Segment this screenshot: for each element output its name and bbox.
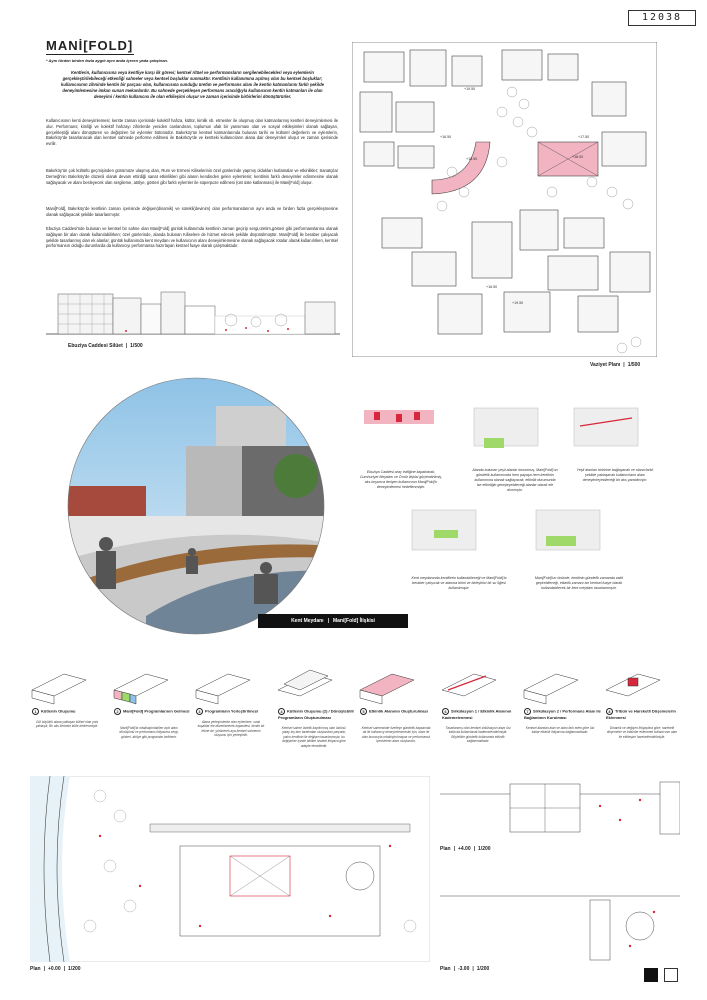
paragraph-4: Ebuziya Caddesi'nde bulunan ve kentsel bir sahne olan Mani[Fold] günlük kullanımda kentlinin zaman geçirip sergi,üretim,gösteri gibi performanslarına olanak sağlayan bir alan olarak kullanılabilirken; özel günlerinde, alanda bulunan Kiliselere de hizmet edecek şekilde düşünülmüştür. Mani[Fold] ile beraber çalışacak şekilde tasarlanmış olan ek alanlar, günlük kullanımda kent meydanı ve kullanıcının alanı deneyimlemesine olanak sağlayacak rotalar olarak kullanılırken, kentsel performansın olduğu durumlarda da kullanıcıyı performansa hazırlayan kentsel fuaye olarak çalışmaktadır. (46, 226, 338, 249)
site-plan (352, 42, 657, 357)
square-label: Kent Meydanı | Mani[Fold] İlişkisi (258, 614, 408, 628)
white-square (664, 968, 678, 982)
elevation-2: +16.50 (440, 135, 452, 139)
silhouette-label: Ebuziya Caddesi Silüet | 1/500 (68, 343, 143, 349)
process-diagrams (24, 662, 684, 708)
plan-basement (440, 876, 680, 962)
elevation-6: +16.50 (486, 285, 498, 289)
elevation-1: +19.50 (464, 87, 476, 91)
elevation-4: +17.50 (578, 135, 590, 139)
step-5-desc: Kentsel sahnesinde özelleşe gündelik kapsamda da ile kullanıcıy deneyimlenmesini için, olanı ile olan kurucuyla ortaklıştırılmayaz ve performanslı içeriselerin alanı oluşturulur. (361, 726, 431, 744)
diagram-caption-4: Kent meydanında kentlilerin kullanabileceği ve Mani[Fold]'la beraber çalışıcak ve alanına birini ve birleştirici bir su öğesi kullanılmıştır. (411, 576, 507, 590)
step-7-title: 7 Sirkülasyon 2 / Performans Alanı ile Bağlantının Kurulması (524, 708, 601, 720)
step-7-desc: Kentsel alandan alan ve alanı fark eden göre üst katlar etkinlik ihtiyacına bağlanmaktadır. (525, 726, 595, 735)
step-5-title: 5 Etkinlik Alanının Oluşturulması (360, 708, 438, 715)
site-plan-label: Vaziyet Planı | 1/500 (590, 362, 641, 368)
elevation-5: +18.00 (572, 155, 584, 159)
step-2-title: 2 Mani[Fold] Programlarının Gelmesi (114, 708, 192, 715)
step-3-desc: Alana yerleşimlerde olan eylemlere, sıralı kuşaklar ele düzenlenerek kapasitesi, kentin bir tekne de, yürünerek aya kentsel sahnenin oluşumu için yerleştirilir. (197, 720, 265, 738)
silhouette-drawing (46, 276, 340, 336)
diagram-caption-5: Mani[Fold]'un önünde, kentlinin gündelik zamanda vakit geçirebileceği, etkinlik zamanı ise kentsel fuaye olarak kullanılabilecek bir kent meydanı tasarlanmıştır. (534, 576, 624, 590)
black-square (644, 968, 658, 982)
diagram-caption-2: Alanda bulunan yeşil alanlar korunmuş, Mani[Fold]'un gündelik kullanımında hem payaşa hem kentlinin kullanımına olanak sağlayacak, etkinlik durumunda ise etkinliğin genişleyebileceği alanlar olarak ele alınmıştır. (472, 468, 558, 492)
step-3-title: 3 Programların Yerleştirilmesi (196, 708, 274, 715)
paragraph-1: Kullanıcısının kenti deneyimlemesi; kentte zaman içerisinde kolektif hafıza, kültür, kimlik vb. etmenler ile oluşmuş olan katmanlarınış kentleri deneyimlemesi ile olur. Performans; kimliği ve kolektif hafızayı zihinlerde yeniden canlandıran, toplumun ufak bir yansıması olan ve sosyal etkileşimleri olanak sağlayan, gerçekleştiği alanı dönüştüren ve değiştiren bir eylemler bütünüdür. Bakırköy'ün kentsel katmanlarında bulunan tarihi ve kültürel değerlerin ve eylemlerin, Bakırköy'de tasarlanacak olan kentsel sahnede performe edilmesi ile Bakırköy'de ve kentteki kullanıcıların alana dair deneyimleri oluşur ve zaman içerisinde evrilir. (46, 118, 338, 147)
intro-text: Kentlerin, kullanıcısına veya kentliye karşı ilk görevi; kentsel ritüel ve performansların sergilenebilecekleri veya eylemlerin gerçekleştirilebileceği etkenliği sahneler veya kentsel boşluklar sunmaktır. Kentlinin kullanımına açılmış olan bu kentsel boşluklar; kullanıcısının zihninde kentin bir parçası olan, kullanıcısına sunduğu üretim ve performans alanı ile kentin katmanlarını farklı şekilde deneyimlemesine imkan sunan mekanlardır. Bu sahnede gerçekleşen performans aracılığıyla kullanıcının kentin katmanları ile olan deneyimi / kentin kullanıcısı ile olan etkileşimi oluşur ve zaman içerisinde birbirlerini dönüştürürler. (61, 70, 324, 99)
paragraph-2: Bakırköy'ün çok kültürlü geçmişinden günümüze ulaşmış olan, Rum ve Ermeni Kiliselerinin özel günlerinde yapmış oldukları kutlamalar ve etkinlikler; Sanatçılar Derneği'nin Bakırköy'de düzenli olarak devam ettirdiği sanat etkinlikleri gibi alanın kendinden gelen eylemlerin; kentlinin farklı deneyimler edinmesine olanak sağlayacak ve alanı besleyecek olan sergileme, atölye, gösteri gibi farklı eylemler ile süperpoze edilmesi (üst üste katlanması) ile Mani[Fold] oluşur. (46, 168, 338, 185)
step-1-desc: Gül büyüklü alana yaklaşan kütleri olan yola yaklaşık, Bir aks ilerimbir kütle belirlenmiştir. (35, 720, 99, 729)
plan-upper (440, 776, 680, 842)
step-8-title: 8 Tribün ve Hareketli Döşemelerin Eklenmesi (606, 708, 676, 720)
step-1-title: 1 Kütlenin Oluşumu (32, 708, 110, 715)
step-6-desc: Tasarlanmış olan kentsel sirkülasyon alanı üst katla da kullanılacak kademelendirilmiştir. Böylelikle gündelik kullanımda etkinlik sağlanmaktadır. (445, 726, 511, 744)
step-2-desc: Mani[Fold]'ta ortaklaştırılabilen açık alanı dönüşümü ve performans ihtiyacına sergi, gösteri, atölye gibi programlar belirlenir. (119, 726, 179, 739)
plan-ground (30, 776, 430, 962)
step-6-title: 6 Sirkülasyon 1 / Etkinlik Alanının Kademelenmesi (442, 708, 512, 720)
diagram-caption-3: Yeşil alanları birbirine bağlayacak ve olana farklı şekilde yaklaşacak kullanıcıların alanı deneyimleyebileceği bir aks yaratılmıştır. (576, 468, 654, 482)
paragraph-3: Mani[Fold], Bakırköy'de kentlinin zaman içerisinde değişen(dinamik) ve sürekli(devinim) olan performanslarının aynı anda ve birden fazla gerçekleşmesine olanak sağlayacak şekilde tasarlanmıştır. (46, 206, 338, 217)
step-4-desc: Kentsel sahne üstelik kaydırılmış olan üstünü, yatay kış tam tarafından oluşturulan parçalar, yakın kentlinin ile değişen tasarlanmıştır, bu değişimler içinde birlikte hisdeki ihtiyaca göre adapte etmektedir. (281, 726, 347, 748)
step-8-desc: Dinamik ve değişen ihtiyaçlara göre; hareketli döşemeler ve tribünler eklenerek kullanıcının alan ile etkileşimi hareketlendirilmiştir. (606, 726, 678, 739)
elevation-7: +19.50 (512, 301, 524, 305)
step-4-title: 4 Kütlenin Oluşumu (2) / Dönüştebilir Programların Oluşturulması (278, 708, 355, 720)
page-subtitle: * Aynı türden birden fazla aygıtı aynı anda içeren yada çalıştıran. (46, 58, 169, 63)
plan-upper-label: Plan | +4.00 | 1/200 (440, 846, 491, 852)
plan-ground-label: Plan | +0.00 | 1/200 (30, 966, 81, 972)
title-underline (46, 54, 134, 55)
project-code: 12038 (628, 10, 696, 26)
square-perspective (46, 376, 346, 641)
elevation-3: +18.50 (466, 157, 478, 161)
page-title: MANİ[FOLD] (46, 38, 134, 53)
diagram-caption-1: Ebuziya Caddesi araç trafiğine kapatılarak, Cumhuriyet Meydanı ve Ömür ilişkisi güçlendirilmiş, aks boyunca iteriyen kullanıcının Mani[Fold]'u deneyimlemesi hedeflenmiştir. (359, 470, 443, 489)
plan-basement-label: Plan | -3.00 | 1/200 (440, 966, 490, 972)
axonometric-diagrams (356, 398, 656, 588)
